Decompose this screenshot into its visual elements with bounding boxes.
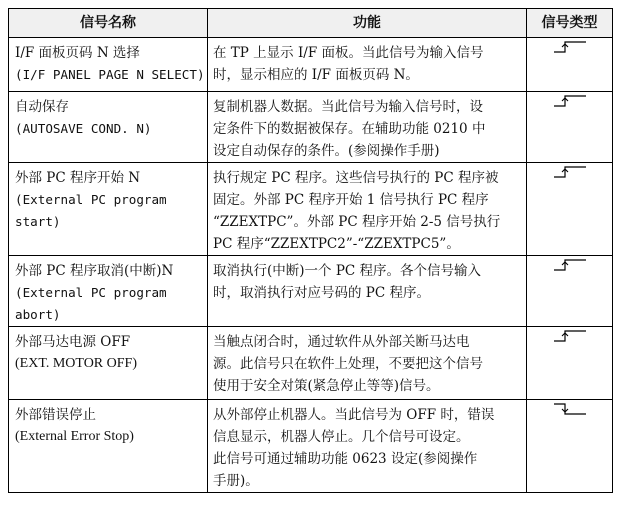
table-row [9,38,613,92]
signal-name-en: (AUTOSAVE COND. N) [15,121,152,136]
falling-edge-icon [552,402,588,416]
rising-edge-icon [552,258,588,272]
signal-name-cn: 自动保存 [15,99,69,115]
signal-name-en: (External Error Stop) [15,429,134,444]
function-cell [208,256,527,327]
function-text-line: 执行规定 PC 程序。这些信号执行的 PC 程序被 [213,170,499,186]
function-text-line: 定条件下的数据被保存。在辅助功能 0210 中 [213,121,486,137]
function-cell [208,92,527,163]
rising-edge-icon [552,40,588,54]
table-row [9,92,613,163]
function-text-line: 使用于安全对策(紧急停止等等)信号。 [213,378,440,394]
rising-edge-icon [552,165,588,179]
function-cell [208,327,527,400]
function-text-line: 设定自动保存的条件。(参阅操作手册) [213,143,440,159]
signal-name-cn: 外部 PC 程序取消(中断)N [15,263,174,279]
signal-name-cell [9,256,208,327]
function-text-line: 时，显示相应的 I/F 面板页码 N。 [213,67,419,83]
function-text-line: PC 程序“ZZEXTPC2”-“ZZEXTPC5”。 [213,236,460,252]
function-text-line: 信息显示，机器人停止。几个信号可设定。 [213,429,470,445]
function-cell [208,400,527,493]
function-text-line: 时，取消执行对应号码的 PC 程序。 [213,285,430,301]
signal-name-en: (External PC program [15,192,167,207]
signal-name-cell [9,92,208,163]
header-signal-name: 信号名称 [9,9,208,38]
signal-name-en: (External PC program [15,285,167,300]
function-text-line: 手册)。 [213,473,259,489]
function-text-line: 固定。外部 PC 程序开始 1 信号执行 PC 程序 [213,192,489,208]
signal-name-cell [9,38,208,92]
signal-name-cn: 外部错误停止 [15,407,96,423]
signal-type-cell [527,327,613,400]
function-text-line: “ZZEXTPC”。外部 PC 程序开始 2-5 信号执行 [213,214,501,230]
signal-type-cell [527,92,613,163]
table-row [9,400,613,493]
function-cell [208,38,527,92]
signal-name-en: start) [15,214,61,229]
signal-name-cell [9,327,208,400]
table-row [9,256,613,327]
header-function: 功能 [208,9,527,38]
rising-edge-icon [552,329,588,343]
signal-type-cell [527,38,613,92]
signal-type-cell [527,400,613,493]
signal-type-cell [527,256,613,327]
signal-name-en: abort) [15,307,61,322]
signal-name-cn: I/F 面板页码 N 选择 [15,45,140,61]
signal-name-en: (I/F PANEL PAGE N SELECT) [15,67,205,82]
signal-type-cell [527,163,613,256]
function-text-line: 复制机器人数据。当此信号为输入信号时，设 [213,99,483,115]
function-text-line: 源。此信号只在软件上处理，不要把这个信号 [213,356,483,372]
signal-name-en: (EXT. MOTOR OFF) [15,356,137,371]
signal-name-cell [9,400,208,493]
header-signal-type: 信号类型 [527,9,613,38]
function-text-line: 从外部停止机器人。当此信号为 OFF 时，错误 [213,407,495,423]
function-text-line: 当触点闭合时，通过软件从外部关断马达电 [213,334,470,350]
signal-name-cn: 外部 PC 程序开始 N [15,170,141,186]
table-row [9,163,613,256]
function-cell [208,163,527,256]
table-row [9,327,613,400]
function-text-line: 取消执行(中断)一个 PC 程序。各个信号输入 [213,263,482,279]
signal-name-cn: 外部马达电源 OFF [15,334,131,350]
signal-name-cell [9,163,208,256]
signal-table [8,8,613,493]
header-row [9,9,613,38]
rising-edge-icon [552,94,588,108]
function-text-line: 在 TP 上显示 I/F 面板。当此信号为输入信号 [213,45,484,61]
function-text-line: 此信号可通过辅助功能 0623 设定(参阅操作 [213,451,478,467]
